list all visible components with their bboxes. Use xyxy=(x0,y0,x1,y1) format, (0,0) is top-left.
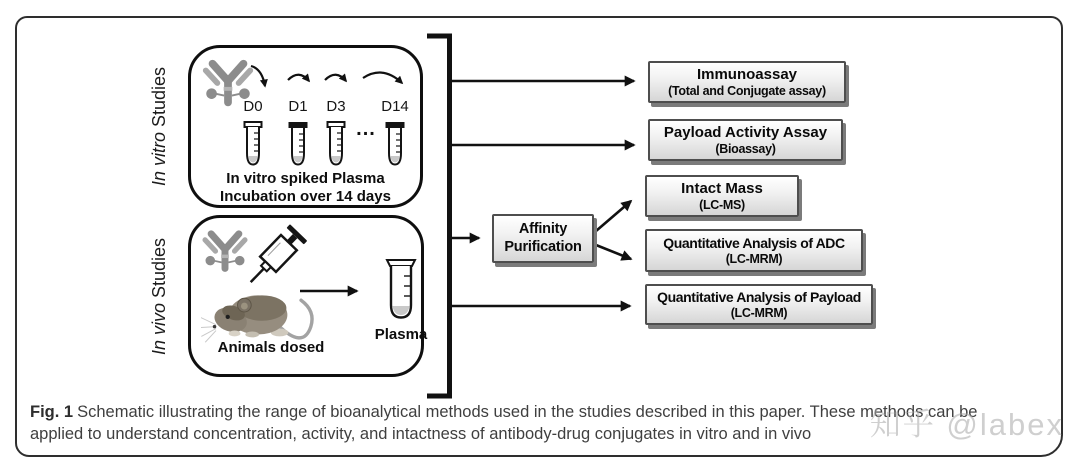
timepoint-label: D1 xyxy=(288,98,308,115)
method-box-intact-mass xyxy=(645,175,799,217)
tube-icon xyxy=(241,120,265,170)
in-vitro-label-italic: In vitro xyxy=(149,132,170,187)
method-box-quantitative-analysis-adc xyxy=(645,229,863,272)
method-box-quantitative-analysis-payload xyxy=(645,284,873,325)
curved-arrow-icon xyxy=(325,75,346,81)
tube-icon xyxy=(286,120,310,170)
in-vitro-caption-line2: Incubation over 14 days xyxy=(220,188,391,205)
method-box-payload-activity-assay xyxy=(648,119,843,161)
plasma-label: Plasma xyxy=(374,326,428,343)
affinity-line2: Purification xyxy=(504,238,582,255)
method-title: Quantitative Analysis of Payload xyxy=(657,288,861,305)
plasma-tube-icon xyxy=(383,258,419,326)
curved-arrow-icon xyxy=(288,75,309,81)
in-vivo-studies-label xyxy=(140,215,180,377)
figure-caption-label: Fig. 1 xyxy=(30,403,74,421)
method-title: Payload Activity Assay xyxy=(663,123,828,141)
in-vitro-caption-line1: In vitro spiked Plasma xyxy=(226,170,385,187)
in-vitro-box xyxy=(188,45,423,208)
in-vitro-label-rest: Studies xyxy=(149,66,170,128)
in-vivo-box xyxy=(188,215,428,377)
method-title: Quantitative Analysis of ADC xyxy=(663,234,845,251)
curved-arrow-icon xyxy=(363,73,402,83)
method-title: Immunoassay xyxy=(696,65,798,83)
tube-icon xyxy=(383,120,407,170)
in-vivo-label-rest: Studies xyxy=(149,237,170,298)
watermark: 知乎 @labex xyxy=(869,407,1064,442)
affinity-line1: Affinity xyxy=(518,221,568,238)
figure-caption xyxy=(30,401,1020,445)
figure-caption-text: Schematic illustrating the range of bioanalytical methods used in the studies described in this paper. These methods can be applied to understand concentration, activity, and intactness of antibody-drug conjugates in vitro and in vivo xyxy=(30,403,978,443)
method-subtitle: (LC-MRM) xyxy=(725,251,783,266)
timepoint-label: D3 xyxy=(326,98,346,115)
method-subtitle: (LC-MS) xyxy=(699,197,745,212)
method-box-immunoassay xyxy=(648,61,846,103)
method-subtitle: (Total and Conjugate assay) xyxy=(668,83,826,98)
incubation-curved-arrows xyxy=(243,60,423,100)
in-vitro-studies-label xyxy=(140,45,180,208)
timepoint-label: D0 xyxy=(243,98,263,115)
method-subtitle: (LC-MRM) xyxy=(730,305,788,320)
curved-arrow-icon xyxy=(251,66,265,86)
tube-icon xyxy=(324,120,348,170)
animals-dosed-label: Animals dosed xyxy=(217,339,325,356)
method-subtitle: (Bioassay) xyxy=(715,141,776,156)
in-vivo-label-italic: In vivo xyxy=(149,302,170,355)
affinity-purification-box xyxy=(492,214,594,263)
method-title: Intact Mass xyxy=(681,179,763,197)
timepoint-label: D14 xyxy=(381,98,409,115)
ellipsis-label: ... xyxy=(356,118,376,140)
